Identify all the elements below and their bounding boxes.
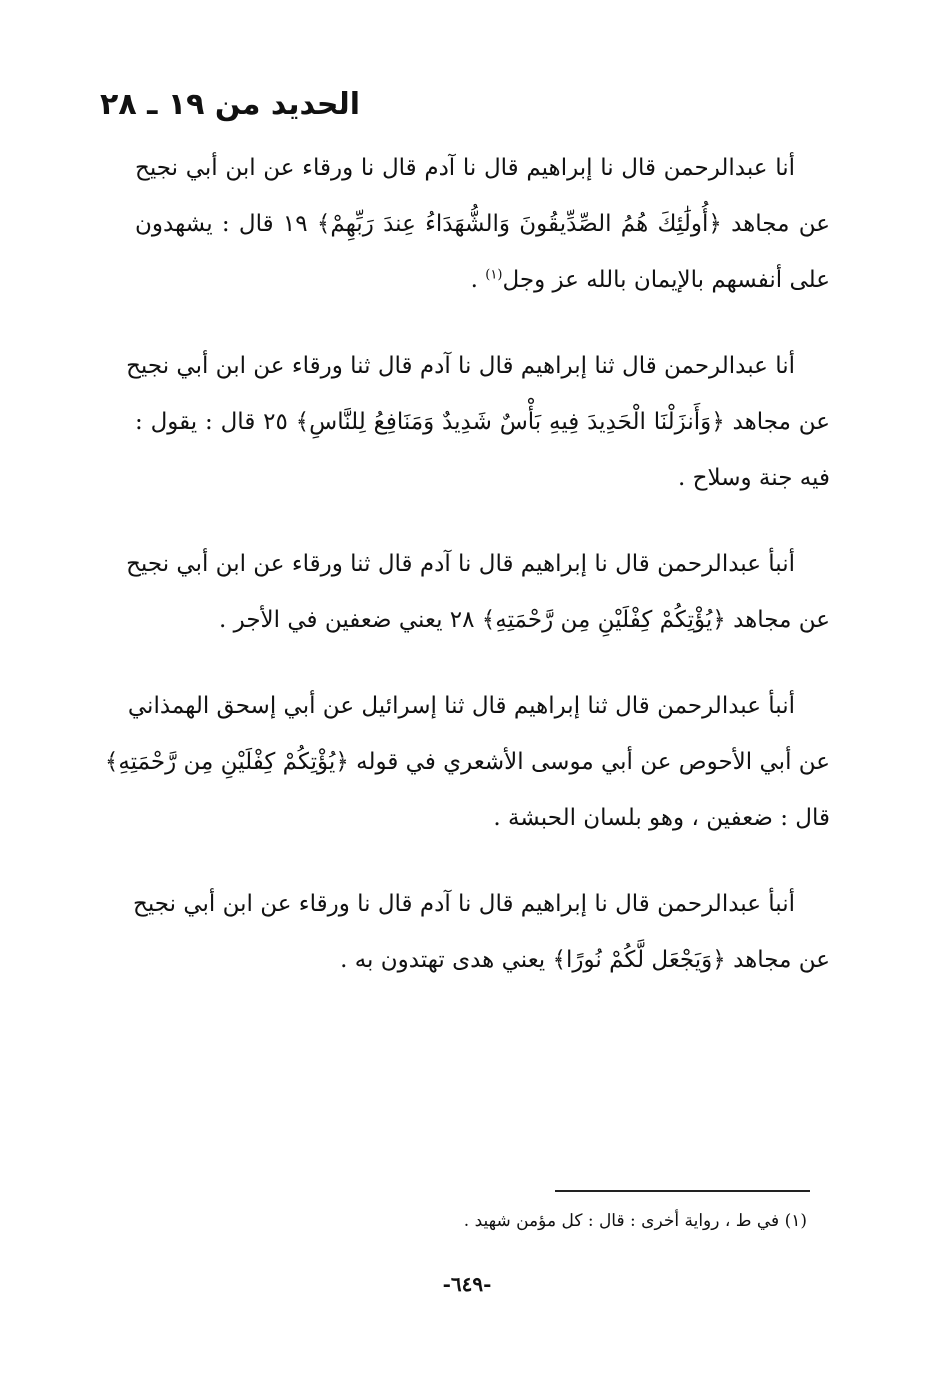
body-text [104, 140, 830, 1018]
paragraph-1 [135, 140, 830, 308]
text-line: أنبأ عبدالرحمن قال ثنا إبراهيم قال ثنا إسرائيل عن أبي إسحق الهمذاني [127, 693, 795, 719]
text-line: فيه جنة وسلاح . [678, 465, 830, 491]
paragraph-3 [126, 536, 830, 648]
paragraph-5 [135, 876, 830, 988]
paragraph-2 [126, 338, 830, 506]
footnote: (١) في ط ، رواية أخرى : قال : كل مؤمن شهيد . [463, 1211, 807, 1231]
text-line: عن أبي الأحوص عن أبي موسى الأشعري في قوله ﴿يُؤْتِكُمْ كِفْلَيْنِ مِن رَّحْمَتِهِ﴾ [104, 749, 830, 775]
text-line: أنبأ عبدالرحمن قال نا إبراهيم قال نا آدم قال ثنا ورقاء عن ابن أبي نجيح [126, 551, 795, 577]
page-title: الحديد من ١٩ ـ ٢٨ [100, 87, 360, 122]
page-number: -٦٤٩- [442, 1272, 492, 1296]
footnote-reference: (١) [485, 267, 503, 283]
text-line: قال : ضعفين ، وهو بلسان الحبشة . [493, 805, 830, 831]
text-line: أنا عبدالرحمن قال نا إبراهيم قال نا آدم قال نا ورقاء عن ابن أبي نجيح [135, 155, 795, 181]
text-line: عن مجاهد ﴿وَأَنزَلْنَا الْحَدِيدَ فِيهِ بَأْسٌ شَدِيدٌ وَمَنَافِعُ لِلنَّاسِ﴾ ٢٥ قال : يقول : [135, 409, 830, 435]
text-line: عن مجاهد ﴿وَيَجْعَل لَّكُمْ نُورًا﴾ يعني هدى تهتدون به . [340, 947, 830, 973]
text-line-tail: . [470, 267, 486, 293]
text-line: أنا عبدالرحمن قال ثنا إبراهيم قال نا آدم قال ثنا ورقاء عن ابن أبي نجيح [126, 353, 795, 379]
text-line: عن مجاهد ﴿أُولَٰئِكَ هُمُ الصِّدِّيقُونَ وَالشُّهَدَاءُ عِندَ رَبِّهِمْ﴾ ١٩ قال : يشهدون [135, 211, 830, 237]
footnote-divider [555, 1190, 810, 1192]
text-line [135, 252, 830, 308]
text-line-content: على أنفسهم بالإيمان بالله عز وجل [502, 267, 830, 293]
paragraph-4 [104, 678, 830, 846]
text-line: أنبأ عبدالرحمن قال نا إبراهيم قال نا آدم قال نا ورقاء عن ابن أبي نجيح [133, 891, 795, 917]
text-line: عن مجاهد ﴿يُؤْتِكُمْ كِفْلَيْنِ مِن رَّحْمَتِهِ﴾ ٢٨ يعني ضعفين في الأجر . [219, 607, 830, 633]
